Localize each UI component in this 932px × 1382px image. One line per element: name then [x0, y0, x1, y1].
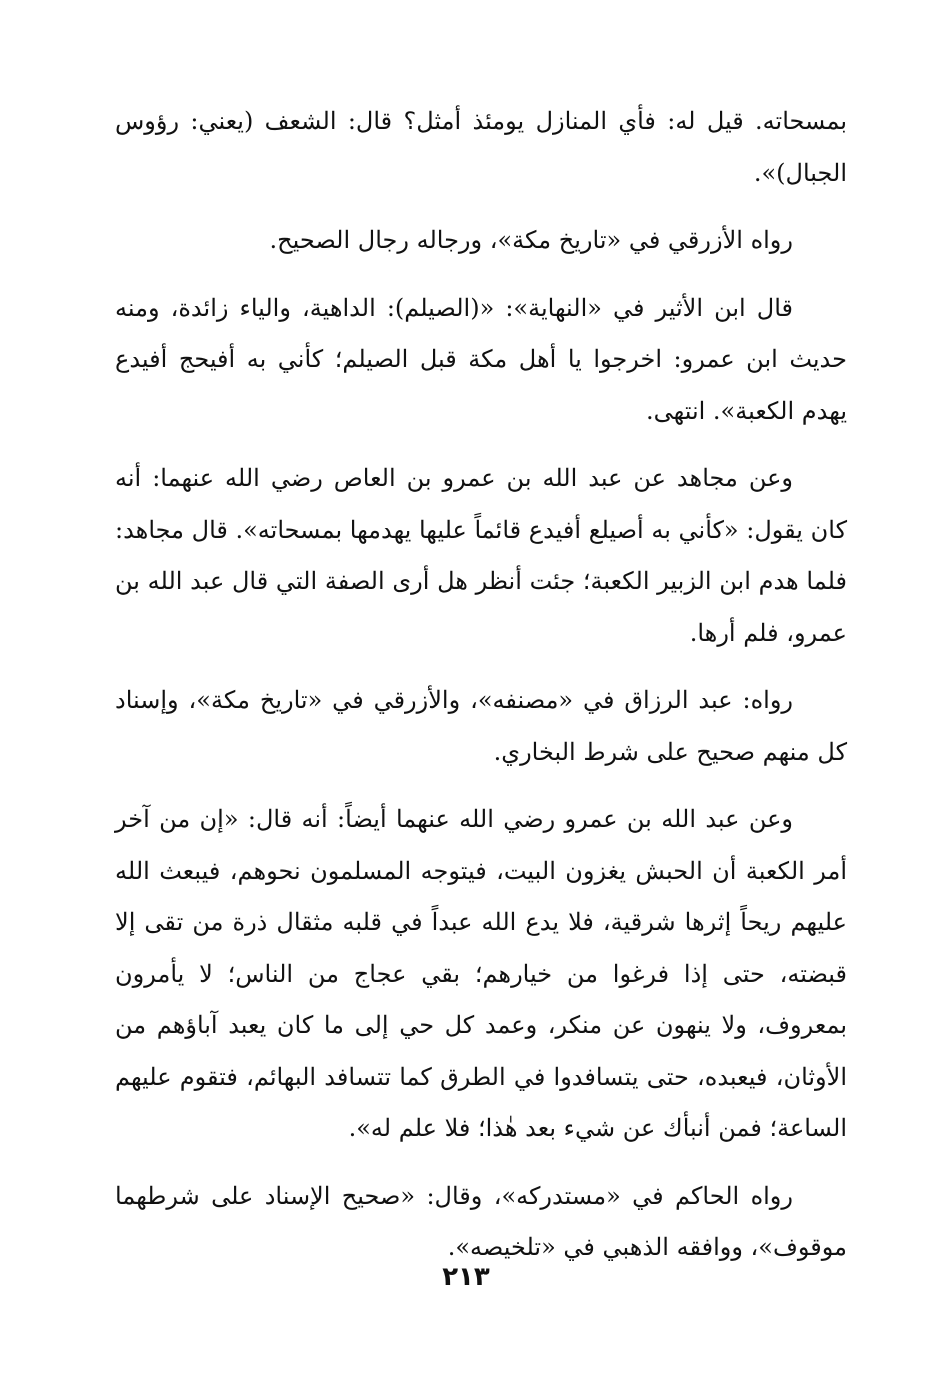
paragraph-3: قال ابن الأثير في «النهاية»: «(الصيلم): الداهية، والياء زائدة، ومنه حديث ابن عمرو: اخرجوا يا أهل مكة قبل الصيلم؛ كأني به أفيحج أفيدع يهدم الكعبة». انتهى.	[115, 293, 847, 425]
paragraph-1: بمسحاته. قيل له: فأي المنازل يومئذ أمثل؟ قال: الشعف (يعني: رؤوس الجبال)».	[115, 107, 847, 187]
page-body-text	[115, 96, 847, 1290]
paragraph-6: وعن عبد الله بن عمرو رضي الله عنهما أيضاً: أنه قال: «إن من آخر أمر الكعبة أن الحبش يغزون البيت، فيتوجه المسلمون نحوهم، فيبعث الله عليهم ريحاً إثرها شرقية، فلا يدع الله عبداً في قلبه مثقال ذرة من تقى إلا قبضته، حتى إذا فرغوا من خيارهم؛ بقي عجاج من الناس؛ لا يأمرون بمعروف، ولا ينهون عن منكر، وعمد كل حي إلى ما كان يعبد آباؤهم من الأوثان، فيعبده، حتى يتسافدوا في الطرق كما تتسافد البهائم، فتقوم عليهم الساعة؛ فمن أنبأك عن شيء بعد هٰذا؛ فلا علم له».	[115, 805, 848, 1142]
paragraph-5: رواه: عبد الرزاق في «مصنفه»، والأزرقي في «تاريخ مكة»، وإسناد كل منهم صحيح على شرط البخاري.	[115, 686, 847, 766]
paragraph-7: رواه الحاكم في «مستدركه»، وقال: «صحيح الإسناد على شرطهما موقوف»، ووافقه الذهبي في «تلخيصه».	[115, 1181, 847, 1261]
paragraph-2: رواه الأزرقي في «تاريخ مكة»، ورجاله رجال الصحيح.	[269, 226, 793, 254]
paragraph-4: وعن مجاهد عن عبد الله بن عمرو بن العاص رضي الله عنهما: أنه كان يقول: «كأني به أصيلع أفيدع قائماً عليها يهدمها بمسحاته». قال مجاهد: فلما هدم ابن الزبير الكعبة؛ جئت أنظر هل أرى الصفة التي قال عبد الله بن عمرو، فلم أرها.	[115, 464, 847, 647]
page-number: ٢١٣	[442, 1262, 490, 1292]
